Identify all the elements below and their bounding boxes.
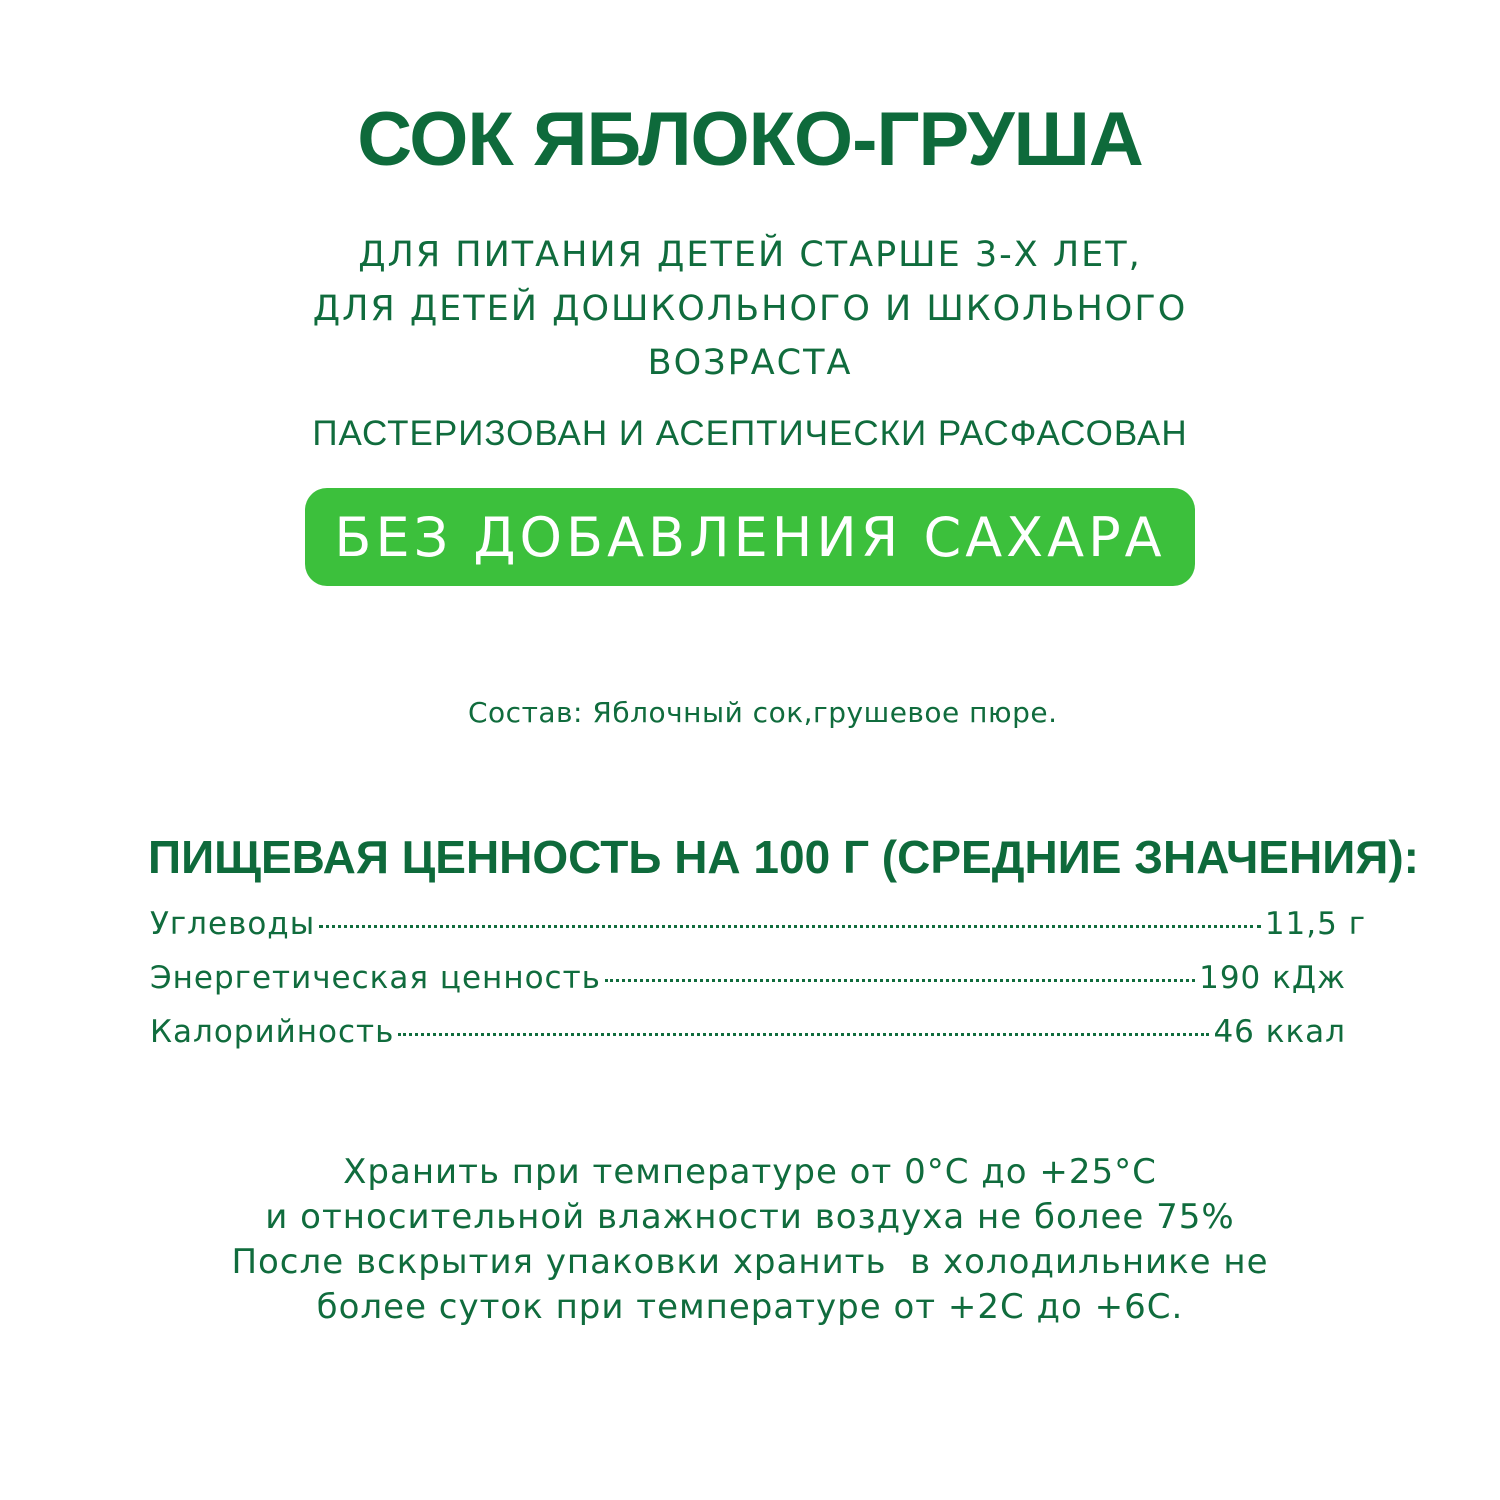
nutrition-label: Энергетическая ценность [150,960,601,996]
badge-text: БЕЗ ДОБАВЛЕНИЯ САХАРА [334,505,1166,569]
nutrition-value: 190 кДж [1199,960,1346,996]
dot-leader [605,979,1195,982]
storage-line: более суток при температуре от +2С до +6С. [316,1287,1184,1327]
dot-leader [398,1033,1209,1036]
nutrition-row-energy [150,960,1346,996]
subtitle-line: ДЛЯ ПИТАНИЯ ДЕТЕЙ СТАРШЕ 3-Х ЛЕТ, [358,235,1142,275]
storage-line: После вскрытия упаковки хранить в холодильнике не [231,1242,1269,1282]
storage-instructions [0,1150,1500,1330]
subtitle-line: ВОЗРАСТА [647,343,853,383]
composition-text: Состав: Яблочный сок,грушевое пюре. [468,696,1058,729]
nutrition-value: 11,5 г [1264,906,1366,942]
nutrition-row-carbs [150,906,1366,942]
dot-leader [319,925,1261,928]
nutrition-row-calories [150,1014,1346,1050]
subtitle-line: ДЛЯ ДЕТЕЙ ДОШКОЛЬНОГО И ШКОЛЬНОГО [312,289,1188,329]
nutrition-label: Калорийность [150,1014,395,1050]
no-sugar-badge [305,488,1195,586]
storage-line: Хранить при температуре от 0°С до +25°С [343,1152,1157,1192]
nutrition-value: 46 ккал [1213,1014,1346,1050]
nutrition-title: ПИЩЕВАЯ ЦЕННОСТЬ НА 100 Г (СРЕДНИЕ ЗНАЧЕНИЯ): [148,831,1419,883]
storage-line: и относительной влажности воздуха не более 75% [265,1197,1235,1237]
nutrition-label: Углеводы [150,906,316,942]
age-subtitle [0,228,1500,390]
product-title: СОК ЯБЛОКО-ГРУША [357,97,1143,182]
process-note: ПАСТЕРИЗОВАН И АСЕПТИЧЕСКИ РАСФАСОВАН [312,414,1188,453]
